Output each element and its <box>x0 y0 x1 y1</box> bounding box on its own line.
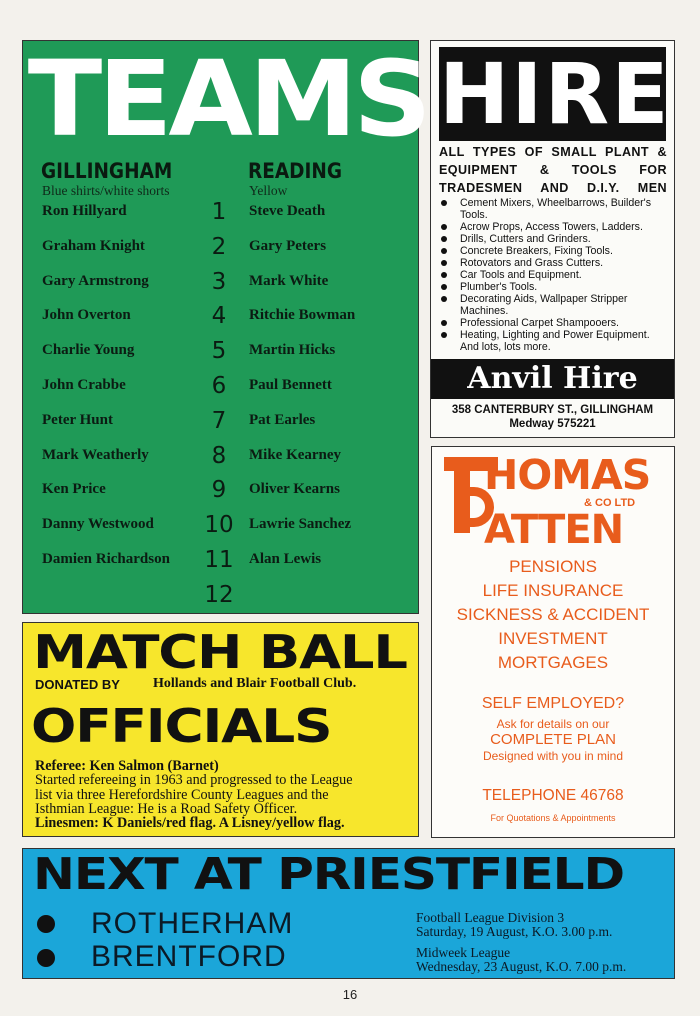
home-player: Ken Price <box>42 481 106 498</box>
complete-plan: COMPLETE PLAN <box>490 731 616 748</box>
patten-service: LIFE INSURANCE <box>482 581 624 600</box>
home-player: John Overton <box>42 307 131 324</box>
hire-items <box>439 197 669 353</box>
home-player: Ron Hillyard <box>42 203 127 219</box>
patten-quotations: For Quotations & Appointments <box>490 813 616 823</box>
home-player: John Crabbe <box>42 377 126 393</box>
patten-name-top: HOMAS <box>484 451 651 499</box>
hire-address-street: 358 CANTERBURY ST., GILLINGHAM <box>451 404 654 416</box>
away-player: Steve Death <box>249 203 326 219</box>
bullet-icon <box>37 915 55 933</box>
donor-name: Hollands and Blair Football Club. <box>153 676 357 691</box>
away-player: Martin Hicks <box>249 342 336 359</box>
patten-co-ltd: & CO LTD <box>584 497 636 509</box>
hire-address-phone: Medway 575221 <box>509 418 596 430</box>
patten-service: SICKNESS & ACCIDENT <box>456 605 650 624</box>
hire-address <box>431 403 674 431</box>
fixture-2-details <box>416 946 626 974</box>
opponent-1: ROTHERHAM <box>91 907 294 940</box>
away-team-name: READING <box>248 159 343 183</box>
home-player: Graham Knight <box>42 237 145 254</box>
hire-item: Acrow Props, Access Towers, Ladders. <box>439 221 669 233</box>
home-player: Danny Westwood <box>42 516 154 533</box>
away-player: Mike Kearney <box>249 446 342 463</box>
hire-advert <box>430 40 675 438</box>
next-fixtures-panel <box>22 848 675 979</box>
patten-service: MORTGAGES <box>497 653 609 672</box>
next-title: NEXT AT PRIESTFIELD <box>33 849 625 900</box>
patten-telephone: TELEPHONE 46768 <box>482 787 624 804</box>
away-player: Ritchie Bowman <box>249 307 356 324</box>
shirt-number: 10 <box>204 512 234 539</box>
away-player: Gary Peters <box>249 237 327 254</box>
hire-item: Professional Carpet Shampooers. <box>439 317 669 329</box>
referee-name: Referee: Ken Salmon (Barnet) <box>35 758 219 774</box>
hire-intro: ALL TYPES OF SMALL PLANT & EQUIPMENT & TOOLS FOR TRADESMEN AND D.I.Y. MEN <box>439 145 667 195</box>
hire-item: Car Tools and Equipment. <box>439 269 669 281</box>
shirt-number: 5 <box>211 338 227 365</box>
away-player: Mark White <box>249 272 329 289</box>
hire-item: Drills, Cutters and Grinders. <box>439 233 669 245</box>
fixture-1-competition: Football League Division 3 <box>416 910 565 925</box>
fixture-2-competition: Midweek League <box>416 945 511 960</box>
home-player: Gary Armstrong <box>42 272 149 289</box>
shirt-number: 8 <box>211 442 227 469</box>
hire-item: Cement Mixers, Wheelbarrows, Builder's Tools. <box>439 197 669 221</box>
shirt-number: 9 <box>211 477 227 504</box>
hire-item: Concrete Breakers, Fixing Tools. <box>439 245 669 257</box>
home-team-name: GILLINGHAM <box>41 159 173 183</box>
anvil-hire-logo-text: Anvil Hire <box>467 361 638 396</box>
shirt-number: 2 <box>211 233 227 260</box>
shirt-number: 11 <box>204 547 234 573</box>
hire-banner-text: HIRE <box>439 45 671 143</box>
anvil-hire-logo <box>431 359 674 399</box>
home-player: Damien Richardson <box>42 551 170 567</box>
away-player: Lawrie Sanchez <box>249 516 352 533</box>
patten-service: INVESTMENT <box>498 629 608 648</box>
self-employed: SELF EMPLOYED? <box>481 695 625 712</box>
patten-name-bottom: ATTEN <box>484 507 624 553</box>
away-team-kit: Yellow <box>249 183 288 198</box>
ask-details: Ask for details on our <box>496 717 610 731</box>
away-player: Pat Earles <box>249 411 316 428</box>
away-player: Alan Lewis <box>249 551 322 567</box>
away-player: Oliver Kearns <box>249 481 340 498</box>
hire-item: Heating, Lighting and Power Equipment. And lots, lots more. <box>439 329 669 353</box>
hire-item: Plumber's Tools. <box>439 281 669 293</box>
away-player: Paul Bennett <box>249 377 332 393</box>
teams-title: TEAMS <box>27 38 428 160</box>
donated-by-label: DONATED BY <box>35 677 120 692</box>
match-ball-title: MATCH BALL <box>33 625 407 679</box>
officials-title: OFFICIALS <box>31 699 332 753</box>
bullet-icon <box>37 949 55 967</box>
referee-bio-3: Isthmian League: He is a Road Safety Officer. <box>35 800 298 817</box>
shirt-number: 1 <box>211 199 227 225</box>
shirt-number: 3 <box>211 268 227 295</box>
hire-item: Rotovators and Grass Cutters. <box>439 257 669 269</box>
home-team-kit: Blue shirts/white shorts <box>42 183 170 198</box>
officials-details <box>35 759 410 830</box>
teams-panel <box>22 38 428 614</box>
referee-bio-2: list via three Herefordshire County Leagues and the <box>35 786 329 803</box>
referee-bio-1: Started refereeing in 1963 and progressed to the League <box>35 772 353 789</box>
hire-item: Decorating Aids, Wallpaper Stripper Machines. <box>439 293 669 317</box>
home-player: Mark Weatherly <box>42 446 149 463</box>
designed-for-you: Designed with you in mind <box>482 749 624 763</box>
linesmen: Linesmen: K Daniels/red flag. A Lisney/yellow flag. <box>35 815 345 832</box>
fixture-1-when: Saturday, 19 August, K.O. 3.00 p.m. <box>416 924 613 939</box>
home-player: Charlie Young <box>42 342 135 359</box>
page-number: 16 <box>342 987 358 1002</box>
shirt-number: 7 <box>211 407 227 434</box>
opponent-2: BRENTFORD <box>91 940 287 973</box>
patten-service: PENSIONS <box>509 557 597 576</box>
shirt-number: 12 <box>204 581 234 608</box>
fixture-2-when: Wednesday, 23 August, K.O. 7.00 p.m. <box>416 959 627 974</box>
home-player: Peter Hunt <box>42 411 113 428</box>
shirt-number: 6 <box>211 373 227 399</box>
patten-advert <box>431 446 675 838</box>
shirt-number: 4 <box>211 303 227 330</box>
match-ball-officials-panel <box>22 622 419 837</box>
fixture-1-details <box>416 911 612 939</box>
hire-banner <box>439 45 671 143</box>
